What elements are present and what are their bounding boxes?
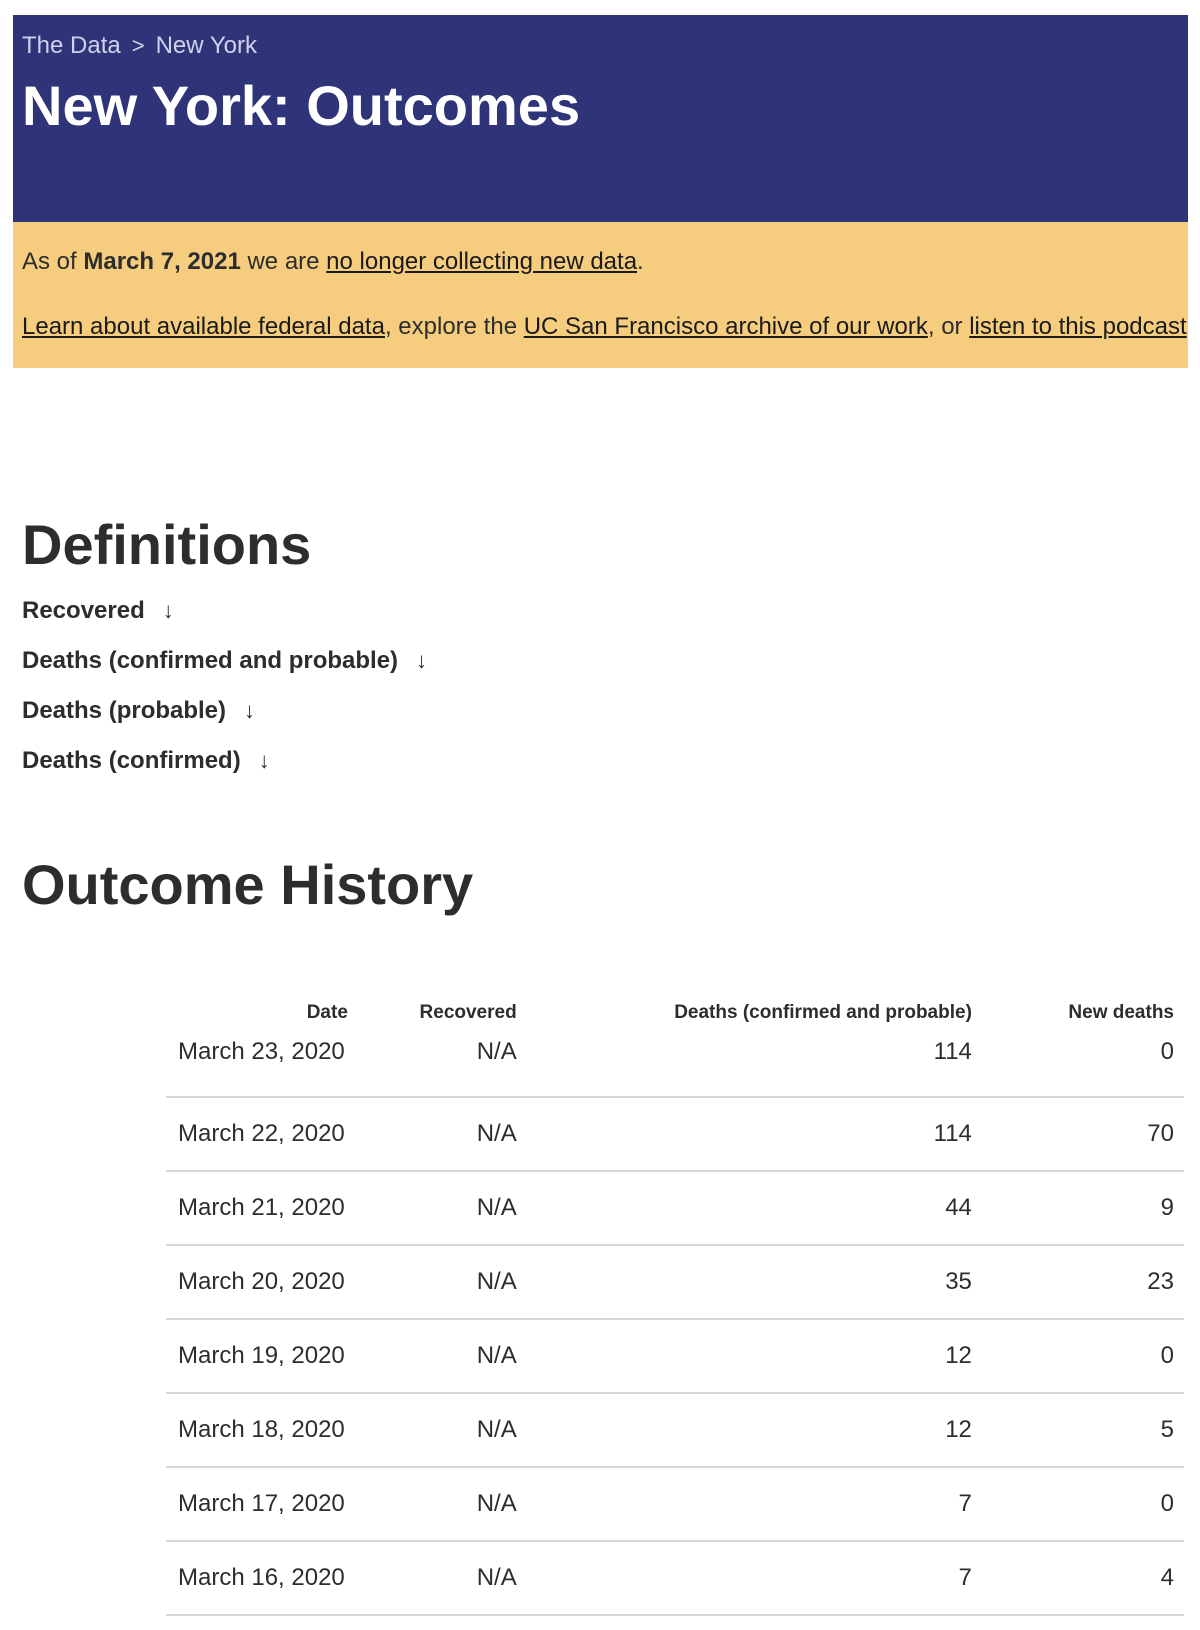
date-cell: March 17, 2020	[166, 1467, 348, 1541]
date-cell: March 19, 2020	[166, 1319, 348, 1393]
date-cell: March 22, 2020	[166, 1097, 348, 1171]
notice-line-1	[22, 248, 644, 276]
table-row	[166, 1393, 1184, 1467]
arrow-down-icon: ↓	[416, 648, 428, 673]
notice-or-text: , or	[927, 313, 970, 340]
recovered-cell: N/A	[348, 1467, 517, 1541]
new-deaths-cell: 0	[972, 1467, 1184, 1541]
definition-deaths-confirmed-probable-toggle[interactable]	[22, 647, 427, 675]
outcome-history-heading: Outcome History	[22, 853, 474, 916]
deaths-cell: 114	[517, 1097, 972, 1171]
definition-label: Deaths (confirmed)	[22, 747, 241, 774]
recovered-cell: N/A	[348, 1245, 517, 1319]
notice-prefix-text: As of	[22, 248, 84, 275]
podcast-link[interactable]: listen to this podcast	[969, 313, 1187, 340]
federal-data-link[interactable]: Learn about available federal data	[22, 313, 385, 340]
recovered-cell: N/A	[348, 1393, 517, 1467]
table-row	[166, 1245, 1184, 1319]
recovered-cell: N/A	[348, 1541, 517, 1615]
column-header-date: Date	[306, 1002, 348, 1023]
column-header-deaths: Deaths (confirmed and probable)	[674, 1002, 972, 1023]
definition-label: Deaths (confirmed and probable)	[22, 647, 399, 674]
table-row	[166, 1319, 1184, 1393]
outcome-history-table	[166, 1000, 1184, 1616]
table-row	[166, 1097, 1184, 1171]
notice-middle-text: we are	[240, 248, 327, 275]
breadcrumb	[22, 32, 257, 60]
notice-line-2	[22, 313, 1187, 341]
new-deaths-cell: 5	[972, 1393, 1184, 1467]
deaths-cell: 12	[517, 1319, 972, 1393]
table-row	[166, 1032, 1184, 1097]
recovered-cell: N/A	[348, 1032, 517, 1097]
breadcrumb-separator-icon: >	[131, 33, 145, 58]
date-cell: March 16, 2020	[166, 1541, 348, 1615]
recovered-cell: N/A	[348, 1097, 517, 1171]
definition-deaths-probable-toggle[interactable]	[22, 697, 255, 725]
notice-explore-text: , explore the	[384, 313, 524, 340]
definition-recovered-toggle[interactable]	[22, 597, 174, 625]
deaths-cell: 12	[517, 1393, 972, 1467]
table-row	[166, 1467, 1184, 1541]
new-deaths-cell: 4	[972, 1541, 1184, 1615]
arrow-down-icon: ↓	[162, 598, 174, 623]
deaths-cell: 114	[517, 1032, 972, 1097]
notice-banner	[13, 222, 1188, 368]
ucsf-archive-link[interactable]: UC San Francisco archive of our work	[523, 313, 928, 340]
table-row	[166, 1541, 1184, 1615]
page-title: New York: Outcomes	[22, 74, 581, 137]
notice-date: March 7, 2021	[83, 248, 241, 275]
new-deaths-cell: 0	[972, 1032, 1184, 1097]
recovered-cell: N/A	[348, 1319, 517, 1393]
page-header	[13, 15, 1188, 222]
definitions-heading: Definitions	[22, 513, 312, 576]
date-cell: March 21, 2020	[166, 1171, 348, 1245]
date-cell: March 23, 2020	[166, 1032, 348, 1097]
new-deaths-cell: 0	[972, 1319, 1184, 1393]
date-cell: March 18, 2020	[166, 1393, 348, 1467]
column-header-new-deaths: New deaths	[1068, 1002, 1174, 1023]
notice-suffix-text: .	[637, 248, 644, 275]
no-longer-collecting-link[interactable]: no longer collecting new data	[326, 248, 638, 275]
deaths-cell: 7	[517, 1467, 972, 1541]
deaths-cell: 35	[517, 1245, 972, 1319]
definition-label: Deaths (probable)	[22, 697, 227, 724]
deaths-cell: 44	[517, 1171, 972, 1245]
deaths-cell: 7	[517, 1541, 972, 1615]
new-deaths-cell: 9	[972, 1171, 1184, 1245]
arrow-down-icon: ↓	[244, 698, 256, 723]
new-deaths-cell: 23	[972, 1245, 1184, 1319]
definition-label: Recovered	[22, 597, 145, 624]
table-header-row	[166, 1000, 1184, 1032]
definition-deaths-confirmed-toggle[interactable]	[22, 747, 270, 775]
outcome-history-table-wrapper	[166, 1000, 1184, 1616]
column-header-recovered: Recovered	[419, 1002, 517, 1023]
date-cell: March 20, 2020	[166, 1245, 348, 1319]
breadcrumb-new-york-link[interactable]: New York	[155, 32, 257, 59]
arrow-down-icon: ↓	[258, 748, 270, 773]
recovered-cell: N/A	[348, 1171, 517, 1245]
new-deaths-cell: 70	[972, 1097, 1184, 1171]
breadcrumb-the-data-link[interactable]: The Data	[22, 32, 121, 59]
table-row	[166, 1171, 1184, 1245]
